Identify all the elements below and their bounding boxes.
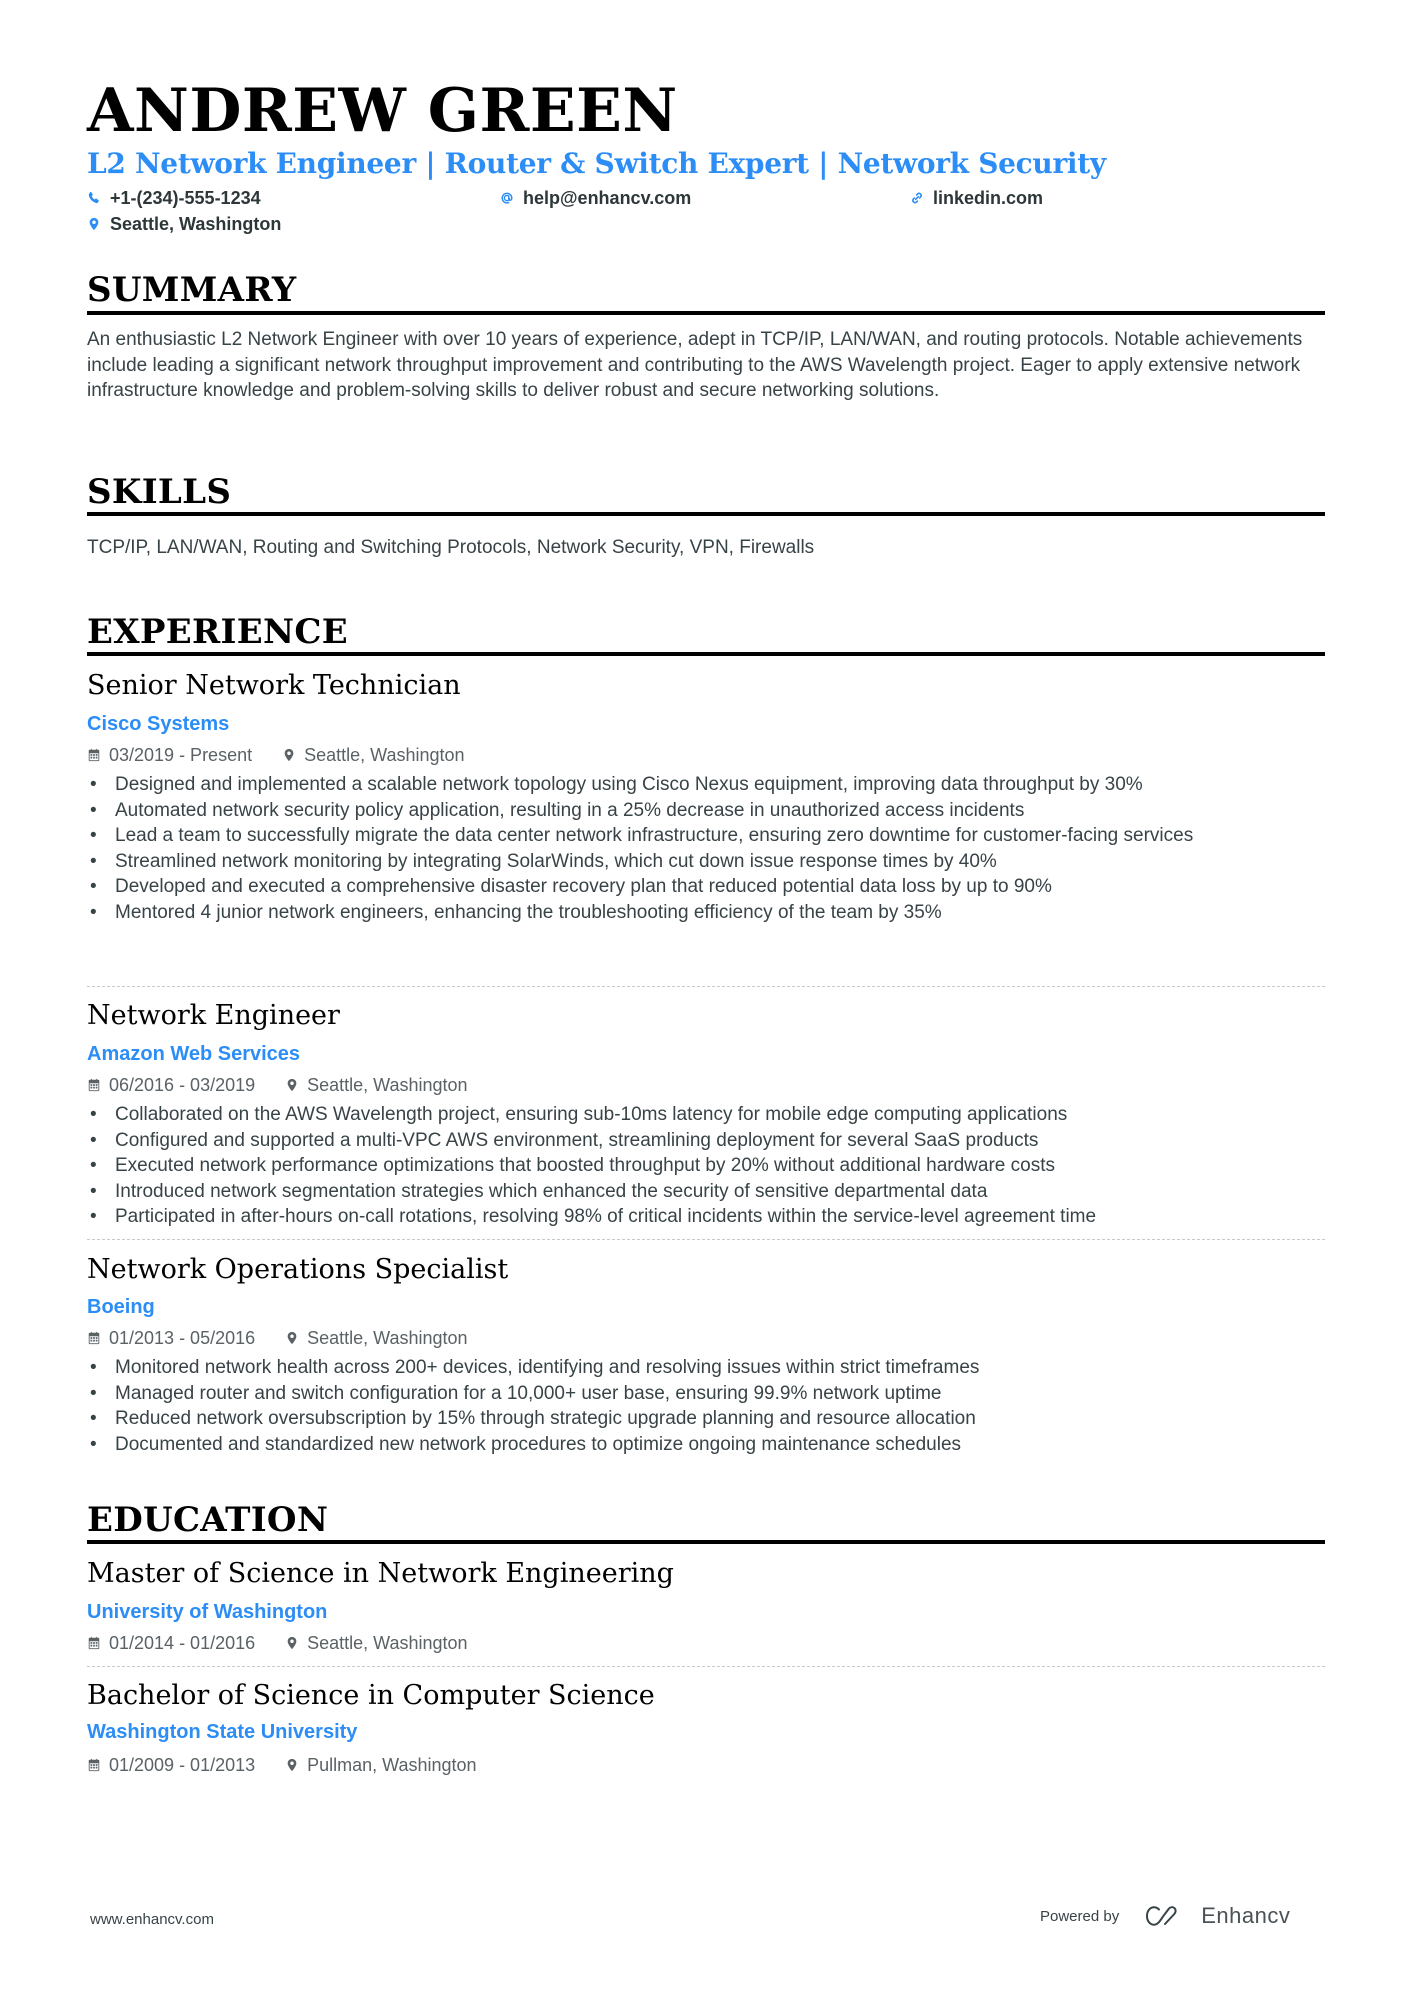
contact-email[interactable] xyxy=(500,186,691,210)
entry-separator xyxy=(87,1666,1325,1667)
calendar-icon xyxy=(87,1330,101,1346)
contact-phone[interactable] xyxy=(87,186,261,210)
list-item: • Streamlined network monitoring by integrating SolarWinds, which cut down issue response times by 40% xyxy=(87,849,1325,875)
education-location: Pullman, Washington xyxy=(307,1755,477,1775)
email-text: help@enhancv.com xyxy=(523,188,692,208)
calendar-icon xyxy=(87,1757,101,1773)
enhancv-brand-text: Enhancv xyxy=(1201,1903,1291,1928)
section-title-experience: EXPERIENCE xyxy=(87,612,348,652)
job-bullets xyxy=(87,1102,1325,1230)
list-item: • Reduced network oversubscription by 15% through strategic upgrade planning and resource allocation xyxy=(87,1406,1325,1432)
summary-text: An enthusiastic L2 Network Engineer with over 10 years of experience, adept in TCP/IP, LAN/WAN, and routing protocols. Notable achievements include leading a significant network throughput improvement and contributing to the AWS Wavelength project. Eager to apply extensive network infrastructure knowledge and problem-solving skills to deliver robust and secure networking solutions. xyxy=(87,329,1303,401)
location-pin-icon xyxy=(285,1330,299,1346)
section-divider xyxy=(87,652,1325,656)
section-title-education: EDUCATION xyxy=(87,1500,329,1540)
calendar-icon xyxy=(87,1077,101,1093)
location-pin-icon xyxy=(285,1757,299,1773)
list-item: • Developed and executed a comprehensive disaster recovery plan that reduced potential data loss by up to 90% xyxy=(87,874,1325,900)
section-divider xyxy=(87,512,1325,516)
location-pin-icon xyxy=(282,747,296,763)
school-name: Washington State University xyxy=(87,1721,358,1743)
list-item: • Configured and supported a multi-VPC AWS environment, streamlining deployment for several SaaS products xyxy=(87,1128,1325,1154)
job-title: Network Operations Specialist xyxy=(87,1254,509,1285)
list-item: • Automated network security policy application, resulting in a 25% decrease in unauthorized access incidents xyxy=(87,798,1325,824)
entry-separator xyxy=(87,1239,1325,1240)
list-item: • Executed network performance optimizations that boosted throughput by 20% without additional hardware costs xyxy=(87,1153,1325,1179)
enhancv-logo-icon xyxy=(1145,1904,1189,1928)
footer-branding[interactable] xyxy=(1040,1903,1290,1929)
job-title: Senior Network Technician xyxy=(87,670,461,701)
contact-linkedin[interactable] xyxy=(910,186,1043,210)
job-bullets xyxy=(87,1355,1325,1457)
degree-title: Bachelor of Science in Computer Science xyxy=(87,1680,655,1711)
section-title-summary: SUMMARY xyxy=(87,270,297,310)
company-name: Cisco Systems xyxy=(87,713,230,735)
job-location: Seattle, Washington xyxy=(304,745,465,765)
linkedin-text: linkedin.com xyxy=(933,188,1044,208)
education-meta xyxy=(87,1753,477,1777)
calendar-icon xyxy=(87,747,101,763)
section-title-skills: SKILLS xyxy=(87,472,232,512)
calendar-icon xyxy=(87,1635,101,1651)
degree-title: Master of Science in Network Engineering xyxy=(87,1558,674,1589)
job-dates: 06/2016 - 03/2019 xyxy=(109,1075,256,1095)
job-meta xyxy=(87,743,465,767)
location-text: Seattle, Washington xyxy=(110,214,282,234)
job-location: Seattle, Washington xyxy=(307,1075,468,1095)
link-icon xyxy=(910,190,924,206)
job-dates: 03/2019 - Present xyxy=(109,745,253,765)
education-meta xyxy=(87,1631,468,1655)
skills-text: TCP/IP, LAN/WAN, Routing and Switching Protocols, Network Security, VPN, Firewalls xyxy=(87,537,815,558)
job-location: Seattle, Washington xyxy=(307,1328,468,1348)
location-pin-icon xyxy=(87,216,101,232)
section-divider xyxy=(87,311,1325,315)
job-bullets xyxy=(87,772,1325,925)
candidate-headline: L2 Network Engineer | Router & Switch Expert | Network Security xyxy=(87,147,1106,180)
education-dates: 01/2014 - 01/2016 xyxy=(109,1633,256,1653)
list-item: • Participated in after-hours on-call rotations, resolving 98% of critical incidents within the service-level agreement time xyxy=(87,1204,1325,1230)
list-item: • Introduced network segmentation strategies which enhanced the security of sensitive departmental data xyxy=(87,1179,1325,1205)
list-item: • Monitored network health across 200+ devices, identifying and resolving issues within strict timeframes xyxy=(87,1355,1325,1381)
list-item: • Mentored 4 junior network engineers, enhancing the troubleshooting efficiency of the team by 35% xyxy=(87,900,1325,926)
section-divider xyxy=(87,1540,1325,1544)
list-item: • Designed and implemented a scalable network topology using Cisco Nexus equipment, improving data throughput by 30% xyxy=(87,772,1325,798)
list-item: • Documented and standardized new network procedures to optimize ongoing maintenance schedules xyxy=(87,1432,1325,1458)
footer-website-link[interactable]: www.enhancv.com xyxy=(90,1911,214,1928)
job-meta xyxy=(87,1326,468,1350)
at-icon xyxy=(500,190,514,206)
education-location: Seattle, Washington xyxy=(307,1633,468,1653)
job-title: Network Engineer xyxy=(87,1000,340,1031)
job-meta xyxy=(87,1073,468,1097)
company-name: Amazon Web Services xyxy=(87,1043,301,1065)
powered-by-label: Powered by xyxy=(1040,1907,1120,1925)
company-name: Boeing xyxy=(87,1296,155,1318)
job-dates: 01/2013 - 05/2016 xyxy=(109,1328,256,1348)
school-name: University of Washington xyxy=(87,1601,328,1623)
location-pin-icon xyxy=(285,1077,299,1093)
contact-location xyxy=(87,212,281,236)
list-item: • Lead a team to successfully migrate the data center network infrastructure, ensuring zero downtime for customer-facing services xyxy=(87,823,1325,849)
list-item: • Managed router and switch configuration for a 10,000+ user base, ensuring 99.9% network uptime xyxy=(87,1381,1325,1407)
phone-icon xyxy=(87,190,101,206)
location-pin-icon xyxy=(285,1635,299,1651)
phone-text: +1-(234)-555-1234 xyxy=(110,188,261,208)
education-dates: 01/2009 - 01/2013 xyxy=(109,1755,256,1775)
entry-separator xyxy=(87,986,1325,987)
list-item: • Collaborated on the AWS Wavelength project, ensuring sub-10ms latency for mobile edge computing applications xyxy=(87,1102,1325,1128)
candidate-name: ANDREW GREEN xyxy=(87,76,678,146)
